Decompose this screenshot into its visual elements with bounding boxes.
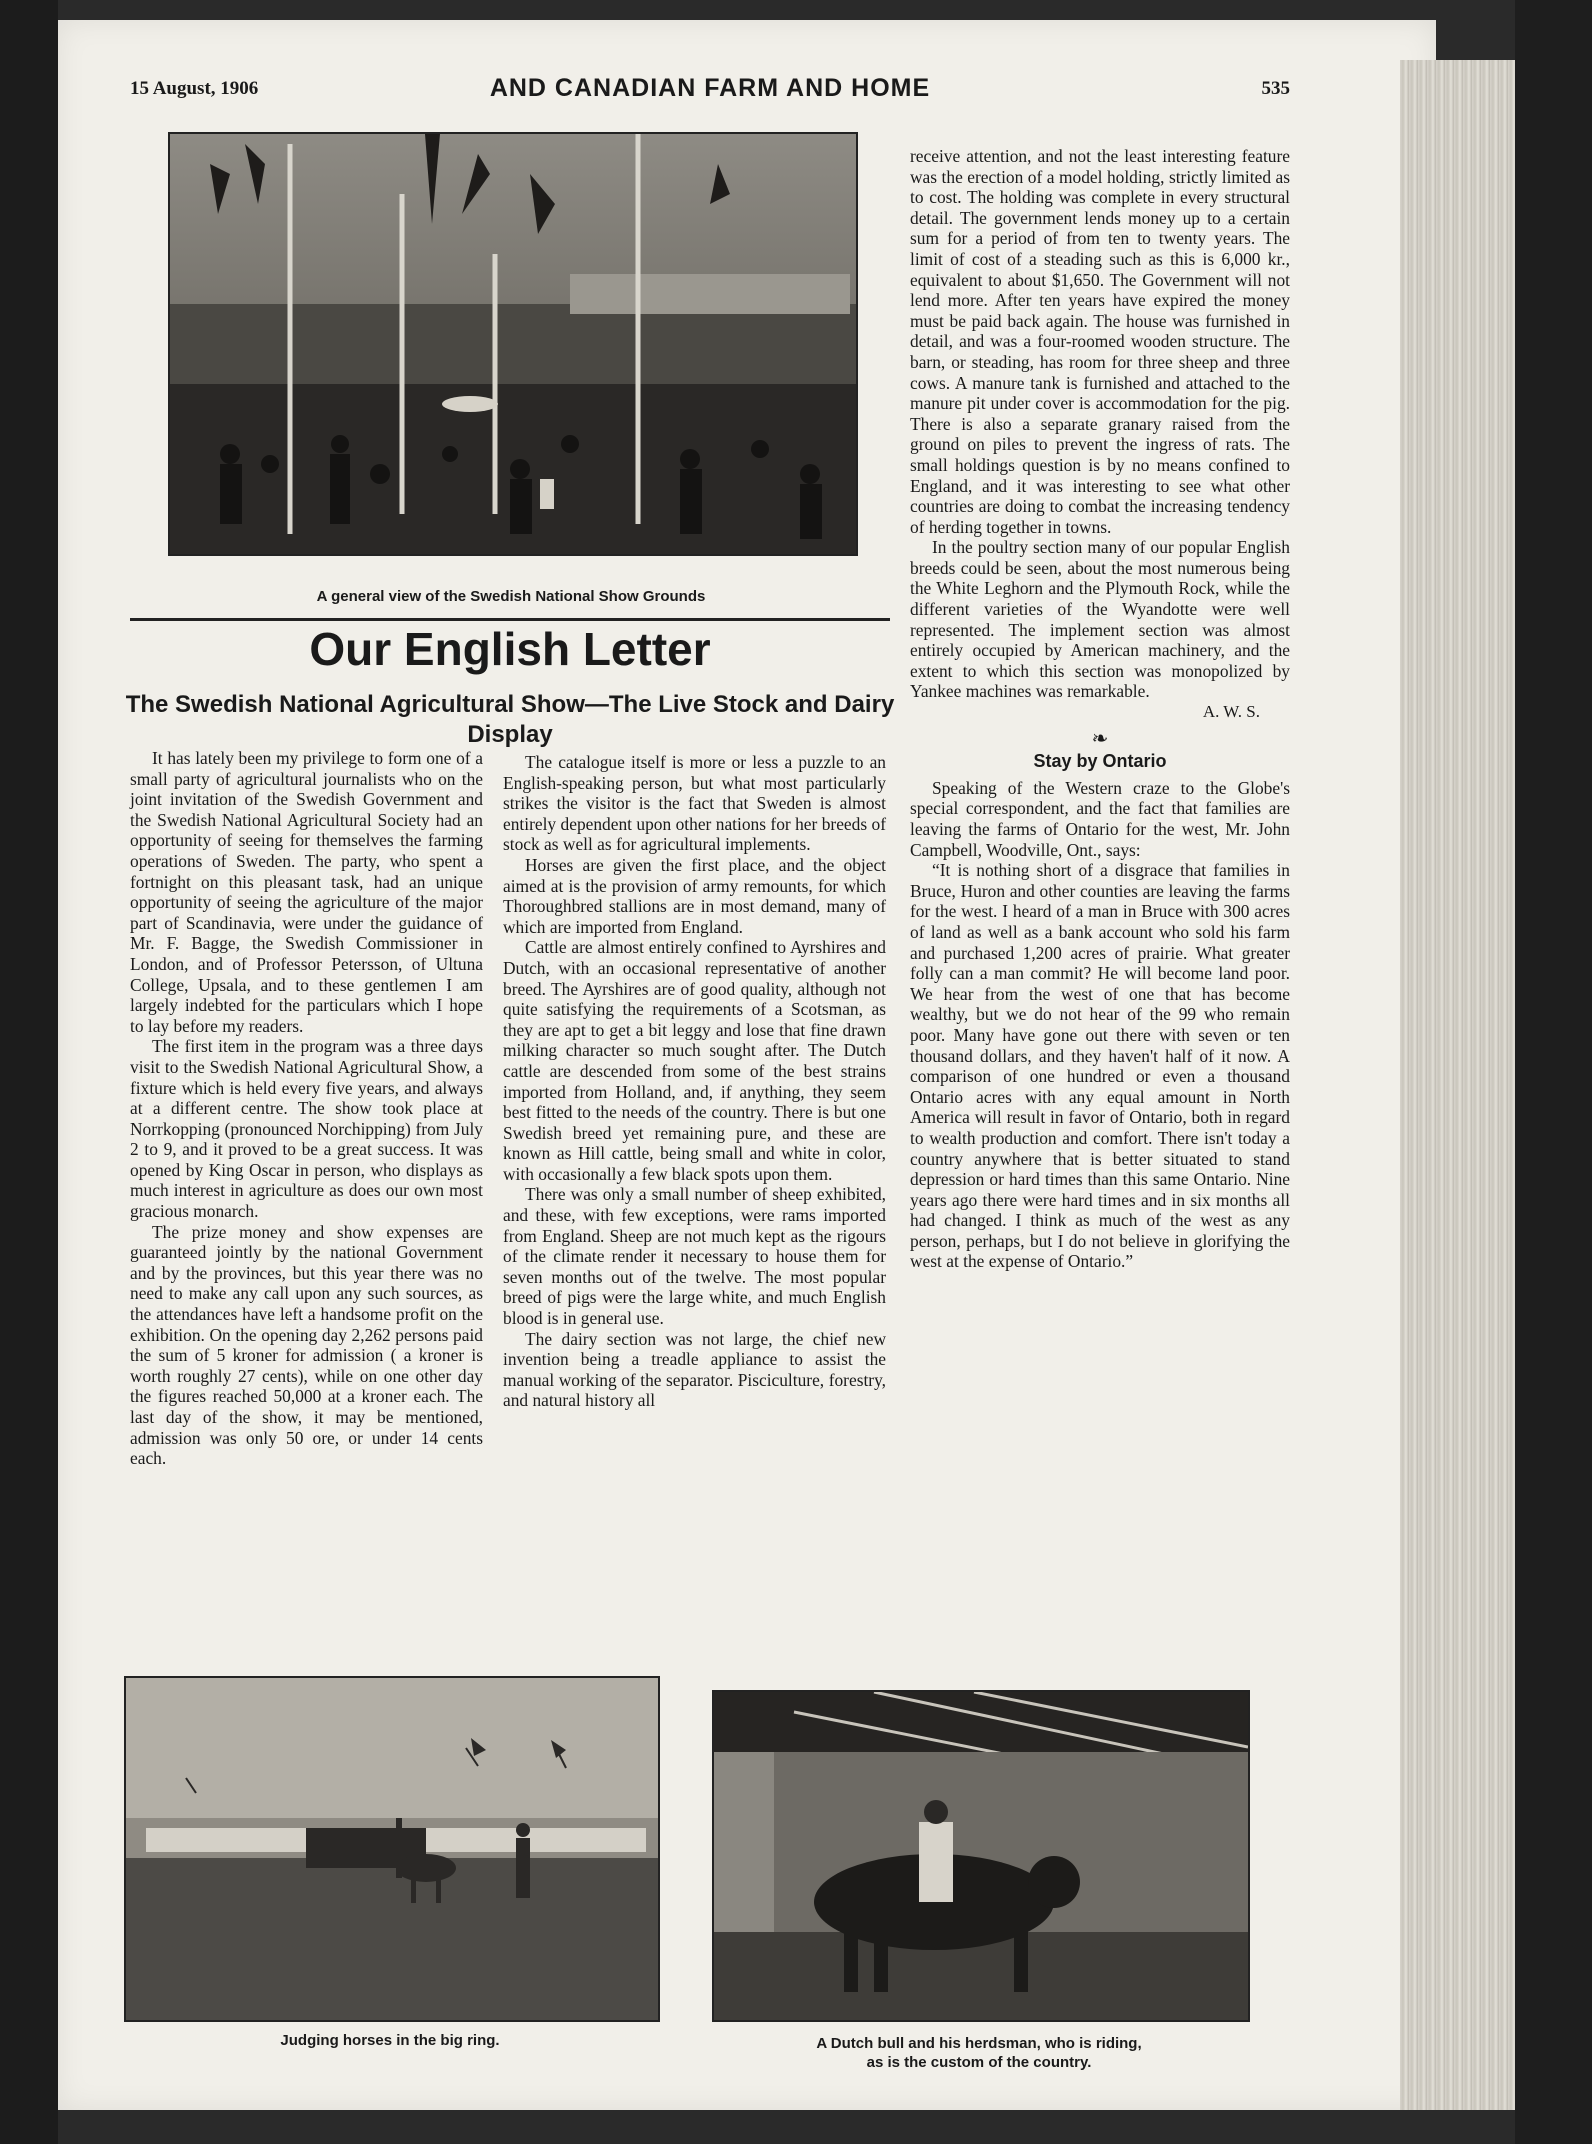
dutch-bull-caption bbox=[712, 2035, 1246, 2073]
paragraph: The catalogue itself is more or less a puzzle to an English-speaking person, but what most particularly strikes the visitor is the fact that Sweden is almost entirely dependent upon other nations for her breeds of stock as well as for agricultural implements. bbox=[503, 752, 886, 855]
article-column-2 bbox=[503, 752, 886, 1411]
scan-left-edge bbox=[0, 0, 58, 2144]
judging-horses-caption: Judging horses in the big ring. bbox=[280, 2032, 500, 2049]
show-grounds-photo bbox=[168, 132, 858, 556]
paragraph: There was only a small number of sheep exhibited, and these, with few exceptions, were rams imported from England. Sheep are not much kept as the rigours of the climate render it necessary to house them for seven months out of the twelve. The most popular breed of pigs were the large white, and much English blood is in general use. bbox=[503, 1184, 886, 1329]
paragraph: The prize money and show expenses are guaranteed jointly by the national Government and by the provinces, but this year there was no need to make any call upon any such sources, as the attendances have left a handsome profit on the exhibition. On the opening day 2,262 persons paid the sum of 5 kroner for admission ( a kroner is worth roughly 27 cents), while on one other day the figures reached 50,000 at a kroner each. The last day of the show, it may be mentioned, admission was only 50 ore, or under 14 cents each. bbox=[130, 1221, 483, 1469]
publication-title: AND CANADIAN FARM AND HOME bbox=[489, 74, 931, 102]
paragraph: receive attention, and not the least interesting feature was the erection of a model holding, strictly limited as to cost. The holding was complete in every structural detail. The government lends money up to a certain sum for a period of from ten to twenty years. The limit of cost of a steading such as this is 6,000 kr., equivalent to about $1,650. The Government will not lend more. After ten years have expired the money must be paid back again. The house was furnished in detail, and was a four-roomed wooden structure. The barn, or steading, has room for three sheep and three cows. A manure tank is furnished and attached to the manure pit under cover is accommodation for the pig. There is also a separate granary raised from the ground on piles to prevent the ingress of rats. The small holdings question is by no means confined to England, and it was interesting to see what other countries are doing to combat the increasing tendency of herding together in towns. bbox=[910, 146, 1290, 537]
article-title: Our English Letter bbox=[309, 623, 711, 675]
scan-right-edge bbox=[1515, 0, 1592, 2144]
paragraph: It has lately been my privilege to form one of a small party of agricultural journalists who on the joint invitation of the Swedish Government and the Swedish National Agricultural Society had an opportunity of seeing for themselves the farming operations of Sweden. The party, who spent a fortnight on this pleasant task, had an unique opportunity of seeing the agriculture of the major part of Scandinavia, were under the guidance of Mr. F. Bagge, the Swedish Commissioner in London, and of Professor Petersson, of Ultuna College, Upsala, and to these gentlemen I am largely indebted for the particulars which I hope to lay before my readers. bbox=[130, 748, 483, 1036]
fleuron-ornament: ❧ bbox=[1091, 727, 1109, 750]
dutch-bull-caption-line-1: A Dutch bull and his herdsman, who is riding, bbox=[816, 2035, 1142, 2052]
paragraph: “It is nothing short of a disgrace that families in Bruce, Huron and other counties are leaving the farms for the west. I heard of a man in Bruce with 300 acres of land as well as a bank account who sold his farm and purchased 1,200 acres of prairie. What greater folly can a man commit? He will become land poor. We hear from the west of one that has become wealthy, but we do not hear of the 99 who remain poor. Many have gone out there with seven or ten thousand dollars, and they haven't half of it now. A comparison of one hundred or even a thousand Ontario acres with any equal amount in North America will result in favor of Ontario, both in regard to wealth production and comfort. There isn't today a country anywhere that is better situated to stand depression or hard times than this same Ontario. Nine years ago there were hard times and in six months all had changed. I think as much of the west as any person, perhaps, but I do not believe in glorifying the west at the expense of Ontario.” bbox=[910, 860, 1290, 1272]
article-subtitle: The Swedish National Agricultural Show—The Live Stock and Dairy Display bbox=[125, 691, 895, 748]
judging-horses-photo bbox=[124, 1676, 660, 2022]
paragraph: Horses are given the first place, and the object aimed at is the provision of army remounts, for which Thoroughbred stallions are in most demand, many of which are imported from England. bbox=[503, 854, 886, 937]
dutch-bull-caption-line-2: as is the custom of the country. bbox=[866, 2053, 1092, 2071]
show-grounds-caption: A general view of the Swedish National Show Grounds bbox=[316, 588, 706, 605]
paragraph: Speaking of the Western craze to the Globe's special correspondent, and the fact that families are leaving the farms of Ontario for the west, Mr. John Campbell, Woodville, Ont., says: bbox=[910, 777, 1290, 860]
page-number: 535 bbox=[1261, 78, 1290, 99]
paragraph: Cattle are almost entirely confined to Ayrshires and Dutch, with an occasional representative of another breed. The Ayrshires are of good quality, although not quite satisfying the requirements of a Scotsman, as they are apt to get a bit leggy and lose that fine drawn milking character so much sought after. The Dutch cattle are descended from some of the best strains imported from Holland, and, if anything, they seem best fitted to the needs of the country. There is but one Swedish breed yet remaining pure, and these are known as Hill cattle, being small and white in color, with occasionally a few black spots upon them. bbox=[503, 937, 886, 1184]
headline-rule bbox=[130, 618, 890, 621]
sidebar-title: Stay by Ontario bbox=[1033, 751, 1167, 772]
bound-page-edges bbox=[1400, 60, 1515, 2110]
author-signature: A. W. S. bbox=[1202, 702, 1260, 722]
article-column-3 bbox=[910, 146, 1290, 1272]
issue-date: 15 August, 1906 bbox=[130, 78, 259, 99]
dutch-bull-photo bbox=[712, 1690, 1250, 2022]
article-column-1 bbox=[130, 748, 483, 1469]
paragraph: The dairy section was not large, the chief new invention being a treadle appliance to assist the manual working of the separator. Pisciculture, forestry, and natural history all bbox=[503, 1328, 886, 1411]
paragraph: In the poultry section many of our popular English breeds could be seen, about the most numerous being the White Leghorn and the Plymouth Rock, while the different varieties of the Wyandotte were well represented. The implement section was almost entirely occupied by American machinery, and the extent to which this section was monopolized by Yankee machines was remarkable. bbox=[910, 537, 1290, 702]
running-header bbox=[130, 74, 1290, 108]
paragraph: The first item in the program was a three days visit to the Swedish National Agricultural Show, a fixture which is held every five years, and always at a different centre. The show took place at Norrkopping (pronounced Norchipping) from July 2 to 9, and it proved to be a great success. It was opened by King Oscar in person, who displays as much interest in agriculture as does our own most gracious monarch. bbox=[130, 1036, 483, 1222]
